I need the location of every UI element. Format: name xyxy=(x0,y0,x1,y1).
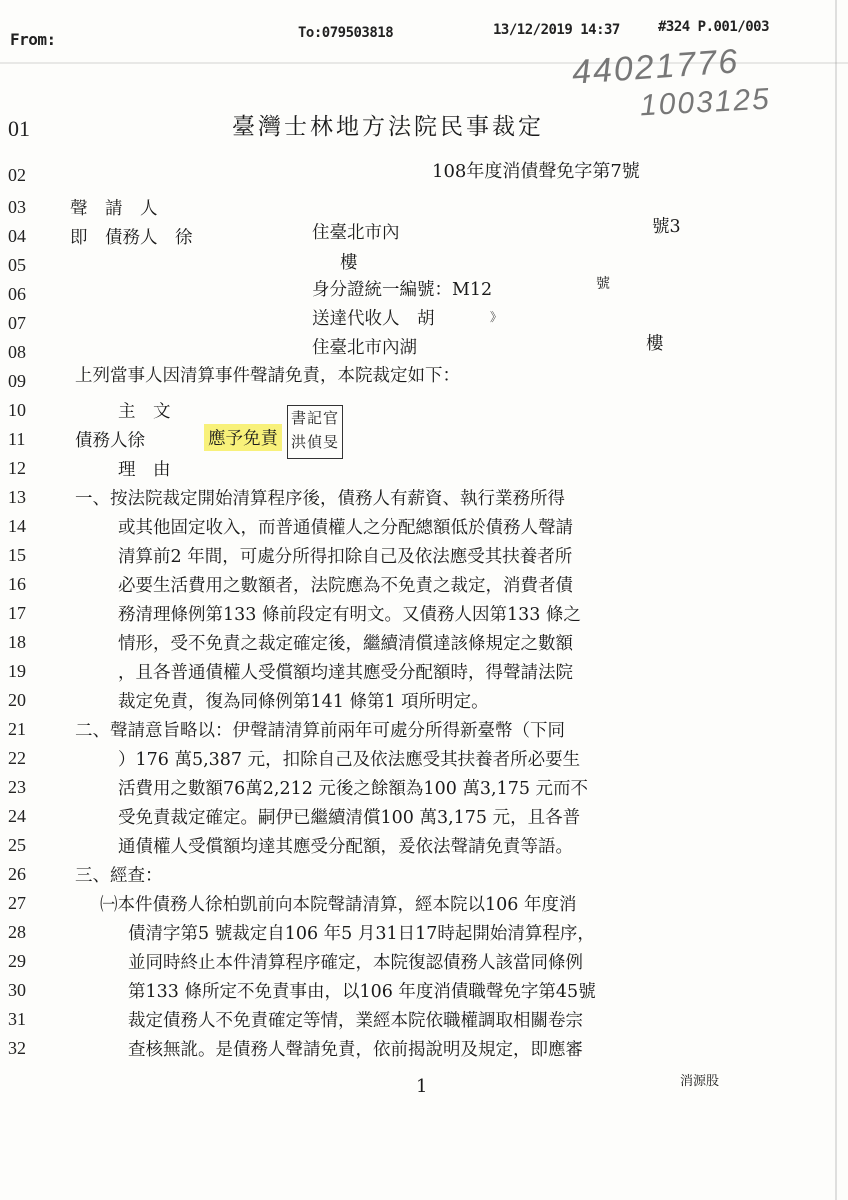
body-line: 並同時終止本件清算程序確定，本院復認債務人該當同條例 xyxy=(128,953,583,973)
intro: 上列當事人因清算事件聲請免責，本院裁定如下： xyxy=(75,366,460,386)
body-line: 情形，受不免責之裁定確定後，繼續清償達該條規定之數額 xyxy=(118,634,573,654)
stamp-line-2: 洪偵旻 xyxy=(290,433,339,451)
applicant-label: 聲 請 人 xyxy=(70,199,158,219)
agent-tail: 》 xyxy=(490,310,503,324)
body-line: 債清字第5 號裁定自106 年5 月31日17時起開始清算程序， xyxy=(128,924,595,944)
line-number: 31 xyxy=(8,1009,26,1029)
line-number: 14 xyxy=(8,516,26,536)
stamp-line-1: 書記官 xyxy=(290,409,339,427)
line-number: 16 xyxy=(8,574,26,594)
body-line: 第133 條所定不免責事由，以106 年度消債職聲免字第45號 xyxy=(128,982,596,1002)
address-2: 住臺北市內湖 xyxy=(312,338,417,358)
id-tail: 號 xyxy=(596,276,610,292)
address-1-tail: 號3 xyxy=(652,217,681,237)
line-number: 28 xyxy=(8,922,26,942)
line-number: 20 xyxy=(8,690,26,710)
line-number: 07 xyxy=(8,313,26,333)
scan-edge xyxy=(835,0,837,1200)
body-line: 一、按法院裁定開始清算程序後，債務人有薪資、執行業務所得 xyxy=(75,489,565,509)
body-line: ㈠本件債務人徐柏凱前向本院聲請清算，經本院以106 年度消 xyxy=(100,895,577,915)
handwritten-note-1: 44021776 xyxy=(570,42,741,92)
line-number: 04 xyxy=(8,226,26,246)
floor: 樓 xyxy=(340,253,358,273)
body-line: 務清理條例第133 條前段定有明文。又債務人因第133 條之 xyxy=(118,605,581,625)
body-line: 必要生活費用之數額者，法院應為不免責之裁定，消費者債 xyxy=(118,576,573,596)
fax-page-ref: #324 P.001/003 xyxy=(658,19,770,35)
id-number: 身分證統一編號：M12 xyxy=(312,280,493,300)
reason-heading: 理 由 xyxy=(118,460,171,480)
line-number: 03 xyxy=(8,197,26,217)
body-line: 裁定免責，復為同條例第141 條第1 項所明定。 xyxy=(118,692,489,712)
line-number: 23 xyxy=(8,777,26,797)
line-number: 05 xyxy=(8,255,26,275)
main-heading: 主 文 xyxy=(118,402,171,422)
clerk-stamp xyxy=(287,405,343,459)
line-number: 21 xyxy=(8,719,26,739)
fax-from: From: xyxy=(10,30,56,49)
address-1: 住臺北市內 xyxy=(312,223,400,243)
line-number: 24 xyxy=(8,806,26,826)
body-line: ，且各普通債權人受償額均達其應受分配額時，得聲請法院 xyxy=(118,663,573,683)
line-number: 06 xyxy=(8,284,26,304)
body-line: 三、經查： xyxy=(75,866,163,886)
debtor-label: 即 債務人 徐 xyxy=(70,228,193,248)
line-number: 10 xyxy=(8,400,26,420)
line-number: 19 xyxy=(8,661,26,681)
body-line: 裁定債務人不免責確定等情，業經本院依職權調取相關卷宗 xyxy=(128,1011,583,1031)
body-line: 受免責裁定確定。嗣伊已繼續清償100 萬3,175 元，且各普 xyxy=(118,808,581,828)
fax-datetime: 13/12/2019 14:37 xyxy=(493,22,620,38)
line-number: 29 xyxy=(8,951,26,971)
line-number: 27 xyxy=(8,893,26,913)
body-line: 活費用之數額76萬2,212 元後之餘額為100 萬3,175 元而不 xyxy=(118,779,589,799)
document-title: 臺灣士林地方法院民事裁定 xyxy=(232,114,544,140)
body-line: 通債權人受償額均達其應受分配額，爰依法聲請免責等語。 xyxy=(118,837,573,857)
body-line: 或其他固定收入，而普通債權人之分配總額低於債務人聲請 xyxy=(118,518,573,538)
line-number: 13 xyxy=(8,487,26,507)
line-number: 26 xyxy=(8,864,26,884)
line-number: 22 xyxy=(8,748,26,768)
ruling-prefix: 債務人徐 xyxy=(75,431,145,451)
body-line: 二、聲請意旨略以：伊聲請清算前兩年可處分所得新臺幣（下同 xyxy=(75,721,565,741)
line-number: 17 xyxy=(8,603,26,623)
line-number: 18 xyxy=(8,632,26,652)
line-number: 32 xyxy=(8,1038,26,1058)
line-number: 02 xyxy=(8,165,26,185)
line-number: 11 xyxy=(8,429,26,449)
handwritten-note-2: 1003125 xyxy=(639,82,772,123)
line-number: 01 xyxy=(8,116,30,141)
ruling-highlight: 應予免責 xyxy=(204,424,282,451)
case-number: 108年度消債聲免字第7號 xyxy=(432,161,640,182)
line-number: 30 xyxy=(8,980,26,1000)
page-number: 1 xyxy=(416,1076,428,1097)
body-line: ）176 萬5,387 元，扣除自己及依法應受其扶養者所必要生 xyxy=(118,750,581,770)
department-label: 消源股 xyxy=(680,1074,720,1089)
line-number: 09 xyxy=(8,371,26,391)
line-number: 12 xyxy=(8,458,26,478)
line-number: 25 xyxy=(8,835,26,855)
body-line: 查核無訛。是債務人聲請免責，依前揭說明及規定，即應審 xyxy=(128,1040,583,1060)
body-line: 清算前2 年間，可處分所得扣除自己及依法應受其扶養者所 xyxy=(118,547,573,567)
service-agent: 送達代收人 胡 xyxy=(312,309,435,329)
line-number: 08 xyxy=(8,342,26,362)
line-number: 15 xyxy=(8,545,26,565)
fax-to: To:079503818 xyxy=(298,25,394,41)
address-2-tail: 樓 xyxy=(646,334,664,354)
